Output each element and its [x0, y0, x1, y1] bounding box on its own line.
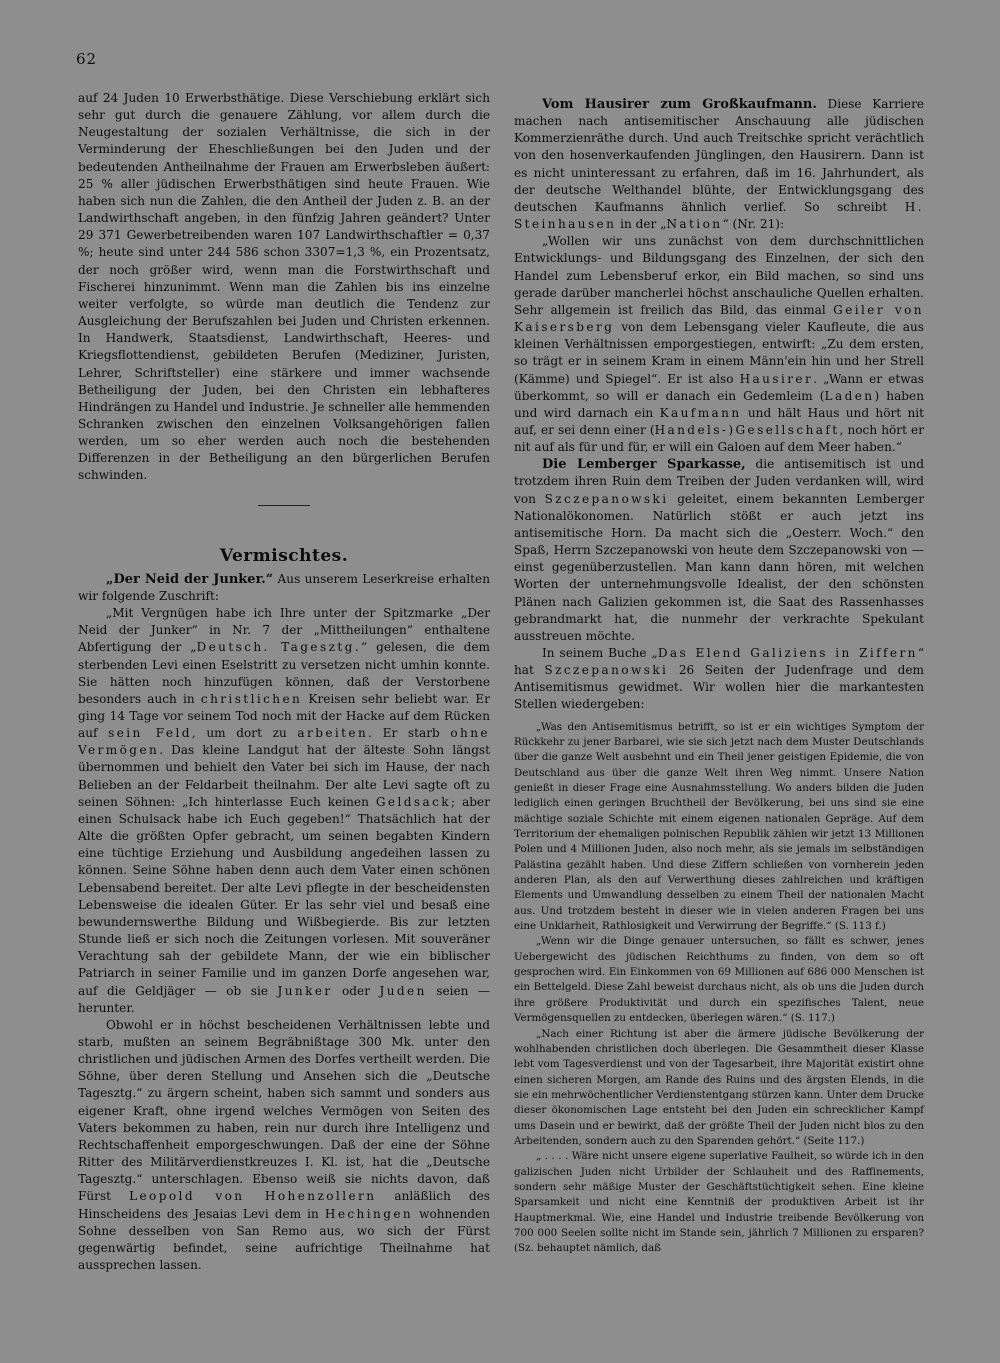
paragraph-neid-intro: „Der Neid der Junker.“ Aus unserem Leserkreise erhalten wir folgende Zuschrift:	[78, 571, 490, 603]
paragraph-employment-statistics: auf 24 Juden 10 Erwerbsthätige. Diese Verschiebung erklärt sich sehr gut durch die genauere Zählung, vor allem durch die Neugestaltung der sozialen Verhältnisse, die sich in der Verminderung der Eheschließungen bei den Juden und der bedeutenden Antheilnahme der Frauen am Erwerbsleben äußert: 25 % aller jüdischen Erwerbsthätigen sind heute Frauen. Wie haben sich nun die Zahlen, die den Antheil der Juden z. B. an der Landwirthschaft angeben, in den fünfzig Jahren geändert? Unter 29 371 Gewerbetreibenden waren 107 Landwirthschaftler = 0,37 %; heute sind unter 244 586 schon 3307=1,3 %, ein Prozentsatz, der noch größer wird, wenn man die Forstwirthschaft und Fischerei hinzunimmt. Wenn man die Zahlen bis ins einzelne weiter verfolgte, so würde man deutlich die Tendenz zur Ausgleichung der Berufszahlen bei Juden und Christen erkennen. In Handwerk, Staatsdienst, Landwirthschaft, Heeres- und Kriegsflottendienst, gebildeten Berufen (Mediziner, Juristen, Lehrer, Schriftsteller) eine stärkere und immer wachsende Betheiligung der Juden, bei den Christen ein lebhafteres Hindrängen zu Handel und Industrie. Je schneller alle hemmenden Schranken zwischen den einzelnen Volksangehörigen fallen werden, um so eher werden auch noch die bestehenden Differenzen in der Betheiligung an den bürgerlichen Berufen schwinden.	[78, 91, 490, 483]
paragraph-letter: „Mit Vergnügen habe ich Ihre unter der Spitzmarke „Der Neid der Junker“ in Nr. 7 der „Mittheilungen“ enthaltene Abfertigung der „Deutsch. Tagesztg.“ gelesen, die dem sterbenden Levi einen Eselstritt zu versetzen nicht umhin konnte. Sie hätten noch hinzufügen können, daß der Verstorbene besonders auch in christlichen Kreisen sehr beliebt war. Er ging 14 Tage vor seinem Tod noch mit der Hacke auf dem Rücken auf sein Feld, um dort zu arbeiten. Er starb ohne Vermögen. Das kleine Landgut hat der älteste Sohn längst übernommen und behielt den Vater bei sich im Hause, der nach Belieben an der Feldarbeit theilnahm. Der alte Levi sagte oft zu seinen Söhnen: „Ich hinterlasse Euch keinen Geldsack; aber einen Schulsack habe ich Euch gegeben!“ Thatsächlich hat der Alte die größten Opfer gebracht, um seinen begabten Kindern eine tüchtige Erziehung und Ausbildung angedeihen lassen zu können. Seine Söhne haben denn auch dem Vater einen schönen Lebensabend bereitet. Der alte Levi pflegte in der bescheidensten Lebensweise die idealen Güter. Er las sehr viel und besaß eine bewundernswerthe Bildung und Wißbegierde. Bis zur letzten Stunde ließ er sich noch die Zeitungen vorlesen. Mit souveräner Verachtung sah der gebildete Mann, der wie ein biblischer Patriarch in seiner Familie und im ganzen Dorfe angesehen war, auf die Geldjäger — ob sie Junker oder Juden seien — herunter.	[78, 606, 491, 1015]
paragraph-hausierer: Vom Hausirer zum Großkaufmann. Diese Karriere machen nach antisemitischer Anschauung alle jüdischen Kommerzienräthe durch. Und auch Treitschke spricht verächtlich von den hosenverkaufenden Jünglingen, den Hausirern. Dann ist es nicht uninteressant zu erfahren, daß im 16. Jahrhundert, als der deutsche Welthandel blühte, der Entwicklungsgang des deutschen Kaufmanns ähnlich verlief. So schreibt H. Steinhausen in der „Nation“ (Nr. 21):	[514, 97, 925, 232]
article-title-sparkasse: Die Lemberger Sparkasse,	[542, 457, 746, 473]
paragraph-steinhausen-quote: „Wollen wir uns zunächst von dem durchschnittlichen Entwicklungs- und Bildungsgang des Einzelnen, der sich den Handel zum Lebensberuf erkor, ein Bild machen, so sind uns gerade darüber mancherlei höchst anschauliche Quellen erhalten. Sehr allgemein ist freilich das Bild, das einmal Geiler von Kaisersberg von dem Lebensgang vieler Kaufleute, die aus kleinen Verhältnissen emporgestiegen, entwirft: „Zu dem ersten, so trägt er in seinem Kram in einem Männ'ein hin und her Strell (Kämme) und Spiegel“. Er ist also Hausirer. „Wann er etwas überkommt, so will er danach ein Gedemleim (Laden) haben und wird darnach ein Kaufmann und hält Haus und hört nit auf, er sei denn einer (Handels-)Gesellschaft, noch hört er nit auf als für und für, er will ein Galoen auf dem Meer haben.“	[514, 234, 924, 455]
article-title-hausierer: Vom Hausirer zum Großkaufmann.	[542, 97, 817, 112]
quote-antisemitismus: „Was den Antisemitismus betrifft, so ist er ein wichtiges Symptom der Rückkehr zu jener Barbarei, wie sie sich jetzt nach dem Muster Deutschlands über die ganze Welt ausbehnt und ein Theil jener geistigen Epidemie, die von Deutschland aus über die ganze Welt ihren Weg nimmt. Unsere Nation genießt in dieser Frage eine Ausnahmsstellung. Wo anders bilden die Juden lediglich einen geringen Bruchtheil der Bevölkerung, bei uns sind sie eine mächtige soziale Schichte mit einem eigenen nationalen Gepräge. Auf dem Territorium der ehemaligen polnischen Republik zählen wir jetzt 13 Millionen Polen und 4 Millionen Juden, also noch mehr, als sie jemals im selbständigen Palästina gezählt haben. Und diese Ziffern schließen von vornherein jeden anderen Plan, als den auf Verwerthung dieses zahlreichen und kräftigen Elements und Umwandlung desselben zu einem Theil der nationalen Macht aus. Und trotzdem besteht in dieser wie in vielen anderen Fragen bei uns eine Unklarheit, Rathlosigkeit und Verwirrung der Begriffe.“ (S. 113 f.)	[514, 720, 924, 933]
right-column	[514, 96, 924, 1257]
paragraph-buch: In seinem Buche „Das Elend Galiziens in Ziffern“ hat Szczepanowski 26 Seiten der Judenfrage und dem Antisemitismus gewidmet. Wir wollen hier die markantesten Stellen wiedergeben:	[514, 646, 925, 712]
quote-bevoelkerung: „Nach einer Richtung ist aber die ärmere jüdische Bevölkerung der wohlhabenden christlichen doch überlegen. Die Gesammtheit dieser Klasse lebt vom Tagesverdienst und von der Tagesarbeit, ihre Majorität existirt ohne einen sicheren Morgen, am Rande des Ruins und des ärgsten Elends, in die sie ein mehrwöchentlicher Verdienstentgang stürzen kann. Unter dem Drucke dieser ökonomischen Lage entsteht bei den Juden ein schrecklicher Kampf ums Dasein und er bewirkt, daß der größte Theil der Juden nicht blos zu den Arbeitenden, sondern auch zu den Sparenden gehört.“ (Seite 117.)	[514, 1027, 924, 1147]
left-column	[78, 90, 490, 1274]
section-heading-vermischtes: Vermischtes.	[219, 545, 349, 566]
page-number: 62	[76, 50, 98, 68]
paragraph-sparkasse: Die Lemberger Sparkasse, die antisemitisch ist und trotzdem ihren Ruin dem Treiben der Juden verdanken will, wird von Szczepanowski geleitet, einem bekannten Lemberger Nationalökonomen. Natürlich stößt er auch jetzt ins antisemitische Horn. Da macht sich die „Oesterr. Woch.“ den Spaß, Herrn Szczepanowski von heute dem Szczepanowski von — einst gegenüberzustellen. Man kann dann hören, mit welchen Worten der unternehmungsvolle Idealist, der den schönsten Plänen nach Galizien gekommen ist, die Saat des Rassenhasses gebrandmarkt hat, die nunmehr der verkrachte Spekulant ausstreuen möchte.	[514, 457, 924, 643]
quote-reichthum: „Wenn wir die Dinge genauer untersuchen, so fällt es schwer, jenes Uebergewicht des jüdischen Reichthums zu finden, von dem so oft gesprochen wird. Ein Einkommen von 69 Millionen auf 686 000 Menschen ist ein Bettelgeld. Diese Zahl beweist durchaus nicht, als ob uns die Juden durch ihre größere Produktivität und durch ein spezifisches Talent, neue Vermögensquellen zu entdecken, überlegen wären.“ (S. 117.)	[514, 935, 924, 1025]
article-title-neid: „Der Neid der Junker.“	[106, 571, 274, 587]
section-divider	[258, 505, 310, 506]
quote-faulheit: „ . . . . Wäre nicht unsere eigene superlative Faulheit, so würde ich in den galizischen Juden nicht Urbilder der Schlauheit und des Raffinements, sondern sehr mäßige Muster der Geschäftstüchtigkeit sehen. Eine kleine Sparsamkeit und nicht eine Kenntniß der produktiven Arbeit ist ihr Hauptmerkmal. Wie, eine Handel und Industrie treibende Bevölkerung von 700 000 Seelen sollte nicht im Stande sein, jährlich 7 Millionen zu ersparen? (Sz. behauptet nämlich, daß	[514, 1150, 924, 1255]
paragraph-levi-funeral: Obwohl er in höchst bescheidenen Verhältnissen lebte und starb, mußten an seinem Begräbnißtage 300 Mk. unter den christlichen und jüdischen Armen des Dorfes vertheilt werden. Die Söhne, über deren Stellung und Ansehen sich die „Deutsche Tagesztg.“ zu ärgern scheint, haben sich sammt und sonders aus eigener Kraft, ohne irgend welches Vermögen von Seiten des Vaters bekommen zu haben, rein nur durch ihre Intelligenz und Rechtschaffenheit emporgeschwungen. Daß der eine der Söhne Ritter des Militärverdienstkreuzes I. Kl. ist, hat die „Deutsche Tagesztg.“ unterschlagen. Ebenso weiß sie nichts davon, daß Fürst Leopold von Hohenzollern anläßlich des Hinscheidens des Jesaias Levi dem in Hechingen wohnenden Sohne desselben von San Remo aus, wo sich der Fürst gegenwärtig befindet, seine aufrichtige Theilnahme hat aussprechen lassen.	[78, 1017, 490, 1272]
